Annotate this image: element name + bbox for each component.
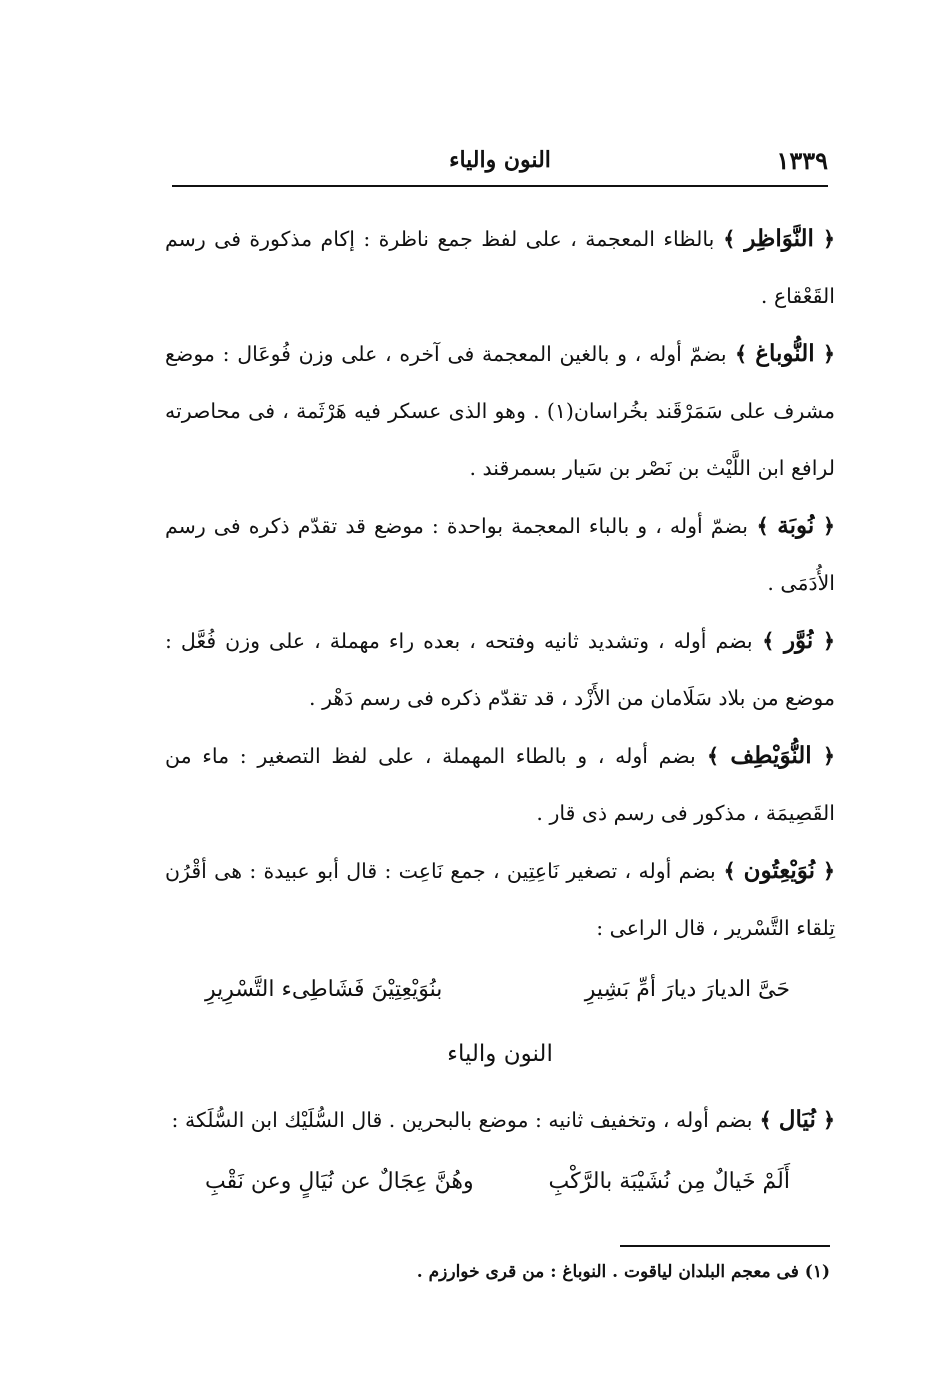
section-title: النون والياء [447, 1041, 553, 1067]
entry-text: بالظاء المعجمة ، على لفظ جمع ناظرة : إكام مذكورة فى رسم القَعْقاع . [165, 227, 835, 308]
footnote-rule [620, 1245, 830, 1247]
poem-verse [165, 1153, 835, 1210]
running-title: النون والياء [449, 147, 551, 173]
poem-verse [165, 961, 835, 1018]
entry-text: بضمّ أوله ، و بالباء المعجمة بواحدة : موضع قد تقدّم ذكره فى رسم الأُدَمَى . [165, 514, 835, 595]
verse-first-hemistich: أَلَمْ خَيالٌ مِن نُشَيْبَة بالرَّكْبِ [548, 1169, 790, 1194]
entry-text: بضم أوله ، تصغير نَاعِتِين ، جمع نَاعِت : قال أبو عبيدة : هى أقْرُن تِلقاء التَّسْرير ، قال الراعى : [165, 859, 835, 940]
entry-text: بضمّ أوله ، و بالغين المعجمة فى آخره ، على وزن فُوعَال : موضع مشرف على سَمَرْقَند بخُراسان(١) . وهو الذى عسكر فيه هَرْثَمة ، فى محاصرته لرافع ابن اللَّيْث بن نَصْر بن سَيار بسمرقند . [165, 342, 835, 480]
entry-headword: نُوَيْعِتُون [743, 857, 816, 884]
entry: ﴿ نُيَال ﴾ بضم أوله ، وتخفيف ثانيه : موضع بالبحرين . قال السُّلَيْك ابن السُّلَكة : [171, 1106, 835, 1133]
entry: ﴿ نُوبَة ﴾ بضمّ أوله ، و بالباء المعجمة بواحدة : موضع قد تقدّم ذكره فى رسم الأُدَمَى . [165, 512, 836, 595]
entry-text: بضم أوله ، وتشديد ثانيه وفتحه ، بعده راء مهملة ، على وزن فُعَّل : موضع من بلاد سَلَامان من الأَزْد ، قد تقدّم ذكره فى رسم دَهْر . [165, 629, 835, 710]
entry-headword: النُّوَيْطِف [730, 742, 812, 769]
entry: ﴿ نُوَّر ﴾ بضم أوله ، وتشديد ثانيه وفتحه ، بعده راء مهملة ، على وزن فُعَّل : موضع من بلاد سَلَامان من الأَزْد ، قد تقدّم ذكره فى رسم دَهْر . [165, 627, 835, 710]
entry-headword: نُيَال [778, 1106, 816, 1133]
entry: ﴿ النُّوَيْطِف ﴾ بضم أوله ، و بالطاء المهملة ، على لفظ التصغير : ماء من القَصِيمَة ، مذكور فى رسم ذى قار . [165, 742, 835, 825]
header-rule [172, 185, 828, 187]
entry-text: بضم أوله ، وتخفيف ثانيه : موضع بالبحرين . قال السُّلَيْك ابن السُّلَكة : [171, 1108, 753, 1132]
entry-headword: النَّوَاظِر [744, 225, 814, 252]
verse-second-hemistich: وهُنَّ عِجَالٌ عن نُيَالٍ وعن نَقْبِ [205, 1169, 474, 1194]
page-header [172, 140, 828, 180]
entry-headword: نُوَّر [783, 627, 814, 654]
entry: ﴿ النُّوباغ ﴾ بضمّ أوله ، و بالغين المعجمة فى آخره ، على وزن فُوعَال : موضع مشرف على سَمَرْقَند بخُراسان(١) . وهو الذى عسكر فيه هَرْثَمة ، فى محاصرته لرافع ابن اللَّيْث بن نَصْر بن سَيار بسمرقند . [165, 340, 835, 480]
entry: ﴿ النَّوَاظِر ﴾ بالظاء المعجمة ، على لفظ جمع ناظرة : إكام مذكورة فى رسم القَعْقاع . [165, 225, 835, 308]
entry-headword: نُوبَة [777, 512, 815, 539]
entry: ﴿ نُوَيْعِتُون ﴾ بضم أوله ، تصغير نَاعِتِين ، جمع نَاعِت : قال أبو عبيدة : هى أقْرُن تِلقاء التَّسْرير ، قال الراعى : [165, 857, 835, 940]
main-text [165, 210, 835, 1214]
entry-text: بضم أوله ، و بالطاء المهملة ، على لفظ التصغير : ماء من القَصِيمَة ، مذكور فى رسم ذى قار . [165, 744, 835, 825]
footnote: (١) فى معجم البلدان لياقوت . النوباغ : من قرى خوارزم . [416, 1262, 830, 1282]
page-number: ١٣٣٩ [776, 145, 828, 175]
verse-first-hemistich: حَىَّ الديارَ ديارَ أمِّ بَشِيرِ [584, 977, 790, 1002]
verse-second-hemistich: بنُوَيْعِتِيْنَ فَشَاطِىء التَّسْرِيرِ [205, 977, 443, 1002]
entry-headword: النُّوباغ [755, 340, 815, 367]
